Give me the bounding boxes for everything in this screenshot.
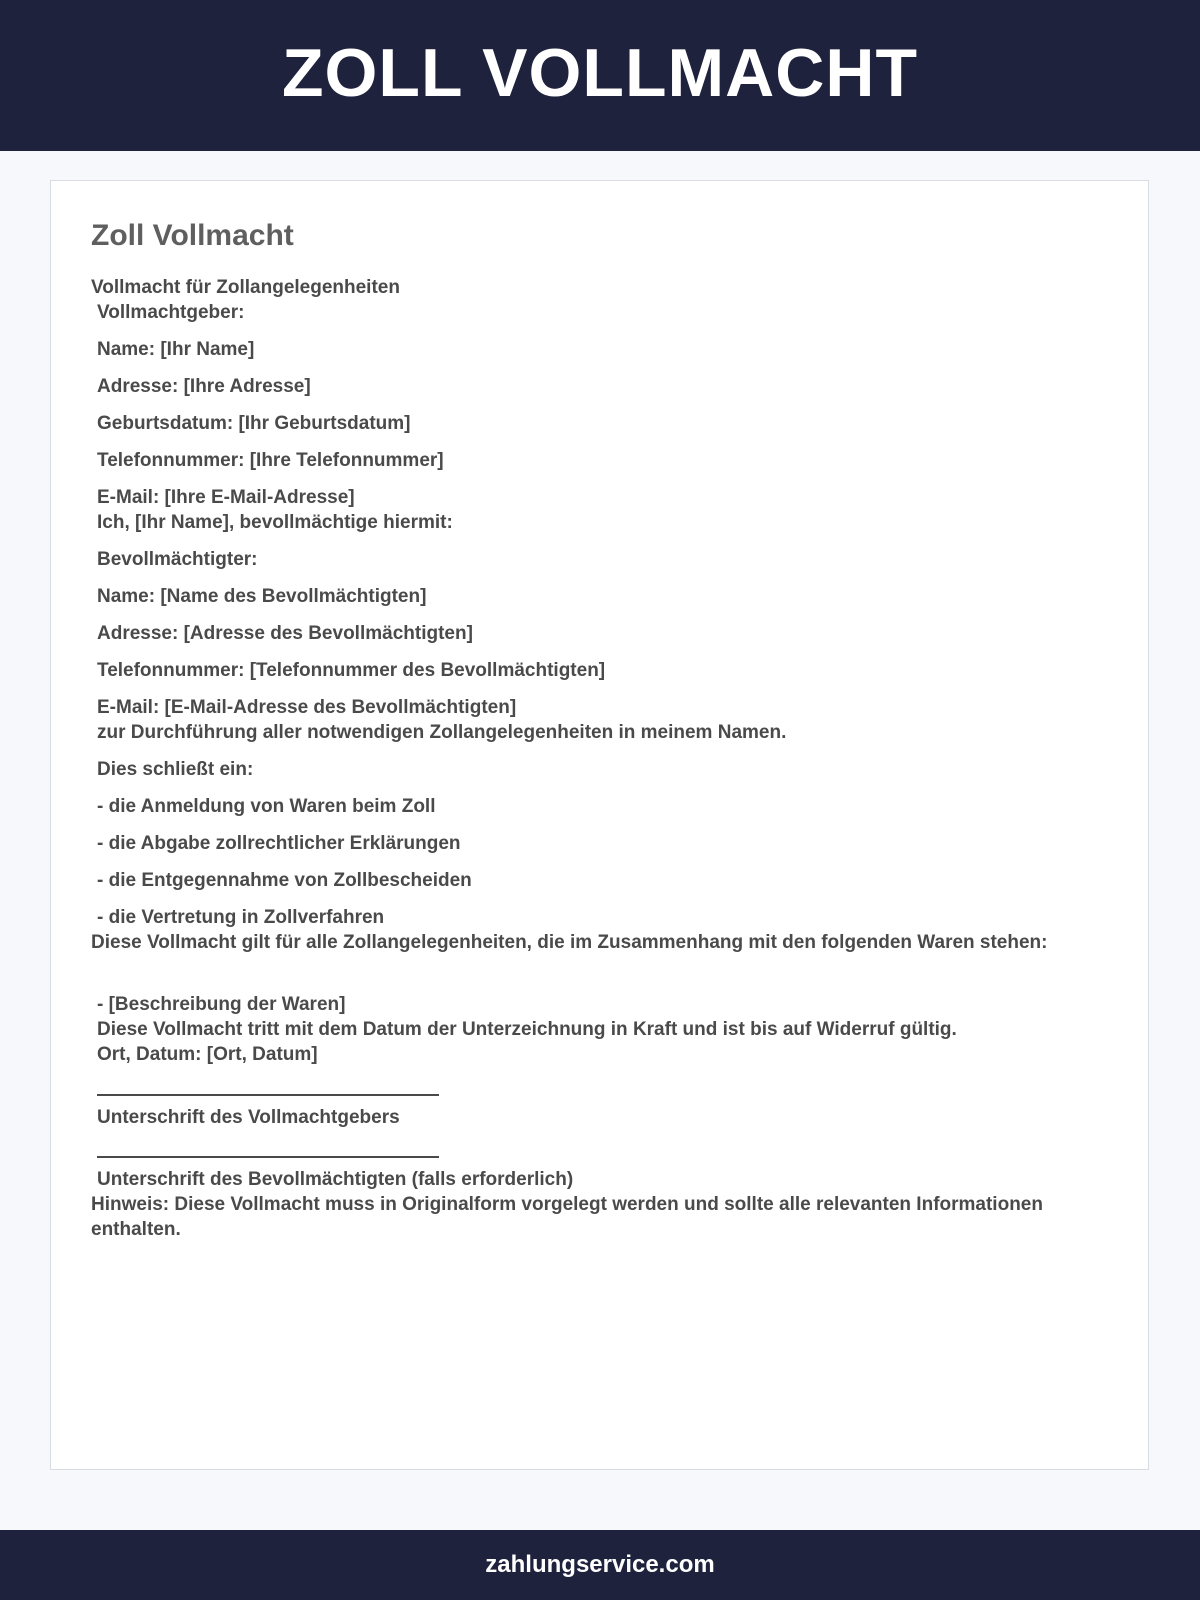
- agent-signature-label: Unterschrift des Bevollmächtigten (falls erforderlich): [97, 1169, 574, 1190]
- includes-heading: Dies schließt ein:: [97, 759, 254, 780]
- footer-site: zahlungservice.com: [485, 1551, 715, 1578]
- agent-phone: Telefonnummer: [Telefonnummer des Bevollmächtigten]: [97, 660, 606, 681]
- grantor-address: Adresse: [Ihre Adresse]: [97, 376, 311, 397]
- grantor-birthdate: Geburtsdatum: [Ihr Geburtsdatum]: [97, 413, 411, 434]
- grantor-signature-label: Unterschrift des Vollmachtgebers: [97, 1107, 400, 1128]
- agent-email: E-Mail: [E-Mail-Adresse des Bevollmächtigten]: [97, 697, 517, 718]
- list-item: - die Entgegennahme von Zollbescheiden: [97, 870, 472, 891]
- list-item: - die Anmeldung von Waren beim Zoll: [97, 796, 436, 817]
- grantor-phone: Telefonnummer: [Ihre Telefonnummer]: [97, 450, 444, 471]
- header-banner: [0, 0, 1200, 151]
- agent-signature-line: [97, 1156, 439, 1158]
- grantor-email: E-Mail: [Ihre E-Mail-Adresse]: [97, 487, 355, 508]
- scope-statement: Diese Vollmacht gilt für alle Zollangelegenheiten, die im Zusammenhang mit den folgenden Waren stehen:: [91, 932, 1048, 953]
- agent-heading: Bevollmächtigter:: [97, 549, 258, 570]
- purpose-statement: zur Durchführung aller notwendigen Zollangelegenheiten in meinem Namen.: [97, 722, 787, 743]
- grantor-signature-line: [97, 1094, 439, 1096]
- validity-statement: Diese Vollmacht tritt mit dem Datum der Unterzeichnung in Kraft und ist bis auf Widerruf gültig.: [97, 1019, 957, 1040]
- place-date-field: Ort, Datum: [Ort, Datum]: [97, 1044, 318, 1065]
- footer-bar: [0, 1530, 1200, 1600]
- goods-description: - [Beschreibung der Waren]: [97, 994, 346, 1015]
- document-subtitle: Vollmacht für Zollangelegenheiten: [91, 277, 400, 298]
- document-title: Zoll Vollmacht: [91, 219, 294, 252]
- note-text: Hinweis: Diese Vollmacht muss in Originalform vorgelegt werden und sollte alle relevanten Informationen enthalten.: [91, 1194, 1043, 1240]
- agent-address: Adresse: [Adresse des Bevollmächtigten]: [97, 623, 473, 644]
- grantor-heading: Vollmachtgeber:: [97, 302, 245, 323]
- agent-name: Name: [Name des Bevollmächtigten]: [97, 586, 427, 607]
- list-item: - die Vertretung in Zollverfahren: [97, 907, 385, 928]
- grantor-name: Name: [Ihr Name]: [97, 339, 255, 360]
- authorization-statement: Ich, [Ihr Name], bevollmächtige hiermit:: [97, 512, 453, 533]
- banner-title: ZOLL VOLLMACHT: [282, 34, 918, 111]
- document-card: [50, 180, 1149, 1470]
- list-item: - die Abgabe zollrechtlicher Erklärungen: [97, 833, 461, 854]
